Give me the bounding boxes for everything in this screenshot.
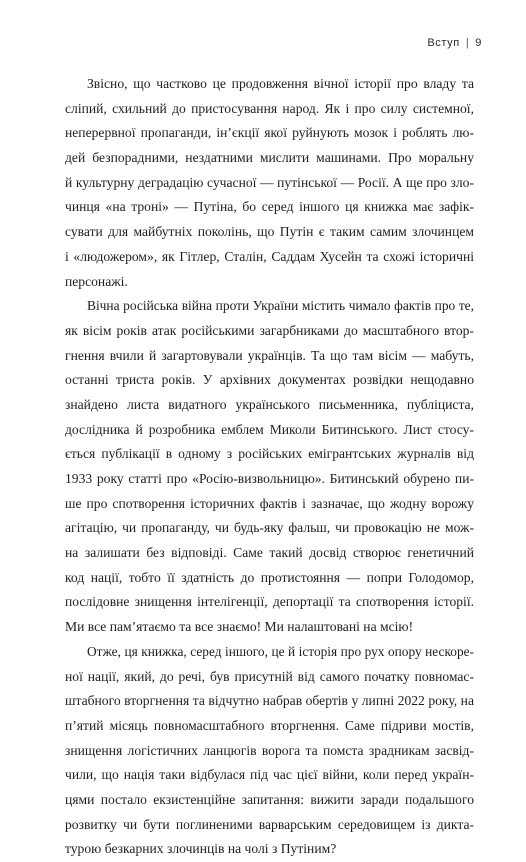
text-line: і «людожером», як Гітлер, Сталін, Саддам Хусейн та схожі історичні (65, 248, 474, 264)
text-line: як вісім років атак російськими загарбниками до масштабного втор- (65, 322, 474, 338)
text-line: ше про спотворення історичних фактів і зазначає, що жодну ворожу (65, 495, 474, 511)
text-line: дослідника й розробника емблем Миколи Битинського. Лист стосу- (65, 421, 474, 437)
text-line: штабного вторгнення та відчутно набрав обертів у липні 2022 року, на (65, 693, 474, 709)
header-separator: | (465, 37, 470, 49)
text-line: сліпий, схильний до пристосування народ. Як і про силу системної, (65, 100, 474, 116)
text-line: ної нації, який, до речі, був присутній від самого початку повномас- (65, 668, 474, 684)
paragraph-1 (65, 72, 474, 294)
text-line: на залишати без відповіді. Саме такий досвід створює генетичний (65, 545, 474, 561)
text-line: чинця «на троні» — Путіна, бо серед іншого ця книжка має зафік- (65, 199, 474, 215)
page-number: 9 (475, 37, 482, 49)
text-line: знищення логістичних ланцюгів ворога та помста зрадникам засвід- (65, 742, 474, 758)
text-line: гнення вчили й загартовували українців. Та що там вісім — мабуть, (65, 347, 474, 363)
text-line: й культурну деградацію сучасної — путінської — Росії. А ще про зло- (65, 174, 474, 190)
text-line: Вічна російська війна проти України містить чимало фактів про те, (87, 298, 474, 314)
text-line: останні триста років. У архівних документах розвідки нещодавно (65, 372, 474, 388)
section-title: Вступ (427, 37, 460, 49)
text-line: послідовне знищення інтелігенції, депортації та спотворення історії. (65, 594, 474, 610)
text-line: 1933 року статті про «Росію-визвольницю». Битинський обурено пи- (65, 471, 474, 486)
paragraph-2 (65, 294, 474, 640)
text-line: турою безкарних злочинців на чолі з Путіним? (65, 841, 337, 857)
running-header (427, 37, 482, 49)
text-line: персонажі. (65, 273, 128, 289)
text-line: Ми все пам’ятаємо та все знаємо! Ми налаштовані на мсію! (65, 619, 414, 635)
body-text (65, 72, 474, 862)
text-line: ється публікації в одному з російських емігрантських журналів від (65, 446, 474, 462)
text-line: сувати для майбутніх поколінь, що Путін є таким самим злочинцем (65, 224, 474, 240)
text-line: неперервної пропаганди, ін’єкції якої руйнують мозок і роблять лю- (65, 125, 474, 141)
text-line: п’ятий місяць повномасштабного вторгнення. Саме підриви мостів, (65, 717, 474, 733)
text-line: розвитку чи бути поглиненими варварським середовищем із дикта- (65, 816, 474, 832)
text-line: код нації, тобто її здатність до протистояння — попри Голодомор, (65, 569, 474, 585)
text-line: дей безпорадними, нездатними мислити машинами. Про моральну (65, 150, 474, 166)
text-line: знайдено листа видатного українського письменника, публіциста, (65, 396, 474, 412)
text-line: Звісно, що частково це продовження вічної історії про владу та (87, 76, 474, 91)
text-line: агітацію, чи пропаганду, чи будь-яку фальш, чи провокацію не мож- (65, 520, 474, 536)
text-line: Отже, ця книжка, серед іншого, це й історія про рух опору нескоре- (87, 643, 474, 659)
paragraph-3 (65, 640, 474, 862)
text-line: цями постало екзистенційне запитання: вижити заради подальшого (65, 791, 474, 807)
text-line: чили, що нація таки відбулася під час цієї війни, коли перед україн- (65, 767, 474, 783)
